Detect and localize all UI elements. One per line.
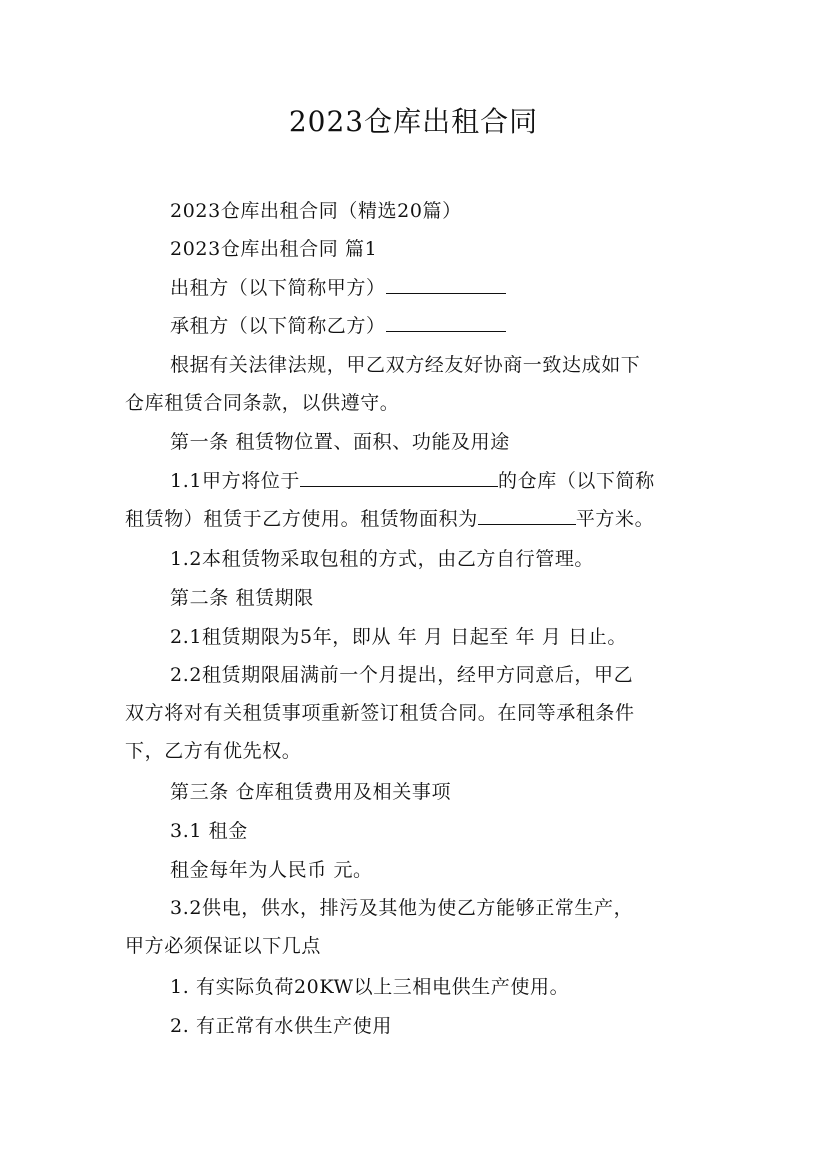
paragraph-section-2-heading [125, 579, 705, 617]
paragraph-lessor [125, 269, 705, 307]
lessor-blank [386, 273, 506, 294]
text-line: 根据有关法律法规，甲乙双方经友好协商一致达成如下 [170, 354, 641, 376]
text-line [125, 462, 705, 500]
text-line: 3.2供电，供水，排污及其他为使乙方能够正常生产， [170, 897, 634, 919]
text-line: 2.1租赁期限为5年，即从 年 月 日起至 年 月 日止。 [170, 626, 627, 648]
paragraph-clause-2-1 [125, 618, 705, 656]
paragraph-collection-title [125, 192, 705, 230]
paragraph-clause-1-1 [125, 462, 705, 538]
paragraph-rent [125, 851, 705, 889]
paragraph-clause-3-2 [125, 889, 705, 965]
text-segment: 平方米。 [575, 508, 655, 530]
text-line: 第一条 租赁物位置、面积、功能及用途 [170, 431, 510, 453]
text-line: 仓库租赁合同条款，以供遵守。 [125, 392, 400, 414]
text-line: 2. 有正常有水供生产使用 [170, 1015, 392, 1037]
text-line [125, 500, 705, 538]
text-line: 甲方必须保证以下几点 [125, 935, 322, 957]
lessee-label: 承租方（以下简称乙方） [170, 315, 386, 337]
text-line: 第二条 租赁期限 [170, 587, 314, 609]
paragraph-section-3-heading [125, 773, 705, 811]
paragraph-clause-2-2 [125, 656, 705, 770]
text-segment: 1.1甲方将位于 [170, 470, 301, 492]
text-line: 2.2租赁期限届满前一个月提出，经甲方同意后，甲乙 [170, 664, 634, 686]
text-line [125, 307, 705, 345]
paragraph-item-2 [125, 1007, 705, 1045]
text-line: 2023仓库出租合同 篇1 [170, 238, 378, 260]
text-line: 第三条 仓库租赁费用及相关事项 [170, 781, 452, 803]
text-line: 下，乙方有优先权。 [125, 740, 302, 762]
text-line [125, 269, 705, 307]
text-line: 2023仓库出租合同（精选20篇） [170, 200, 462, 222]
lessor-label: 出租方（以下简称甲方） [170, 277, 386, 299]
location-blank [300, 466, 498, 487]
paragraph-clause-3-1 [125, 812, 705, 850]
paragraph-item-1 [125, 968, 705, 1006]
text-line: 租金每年为人民币 元。 [170, 859, 373, 881]
area-blank [478, 504, 576, 525]
paragraph-article-heading [125, 230, 705, 268]
text-line: 双方将对有关租赁事项重新签订租赁合同。在同等承租条件 [125, 702, 635, 724]
paragraph-section-1-heading [125, 423, 705, 461]
text-segment: 的仓库（以下简称 [498, 470, 655, 492]
text-line: 1. 有实际负荷20KW以上三相电供生产使用。 [170, 976, 570, 998]
paragraph-preamble [125, 346, 705, 422]
lessee-blank [386, 311, 506, 332]
paragraph-lessee [125, 307, 705, 345]
document-title: 2023仓库出租合同 [288, 105, 539, 138]
paragraph-clause-1-2 [125, 540, 705, 578]
text-segment: 租赁物）租赁于乙方使用。租赁物面积为 [125, 508, 478, 530]
text-line: 1.2本租赁物采取包租的方式，由乙方自行管理。 [170, 548, 595, 570]
text-line: 3.1 租金 [170, 820, 248, 842]
